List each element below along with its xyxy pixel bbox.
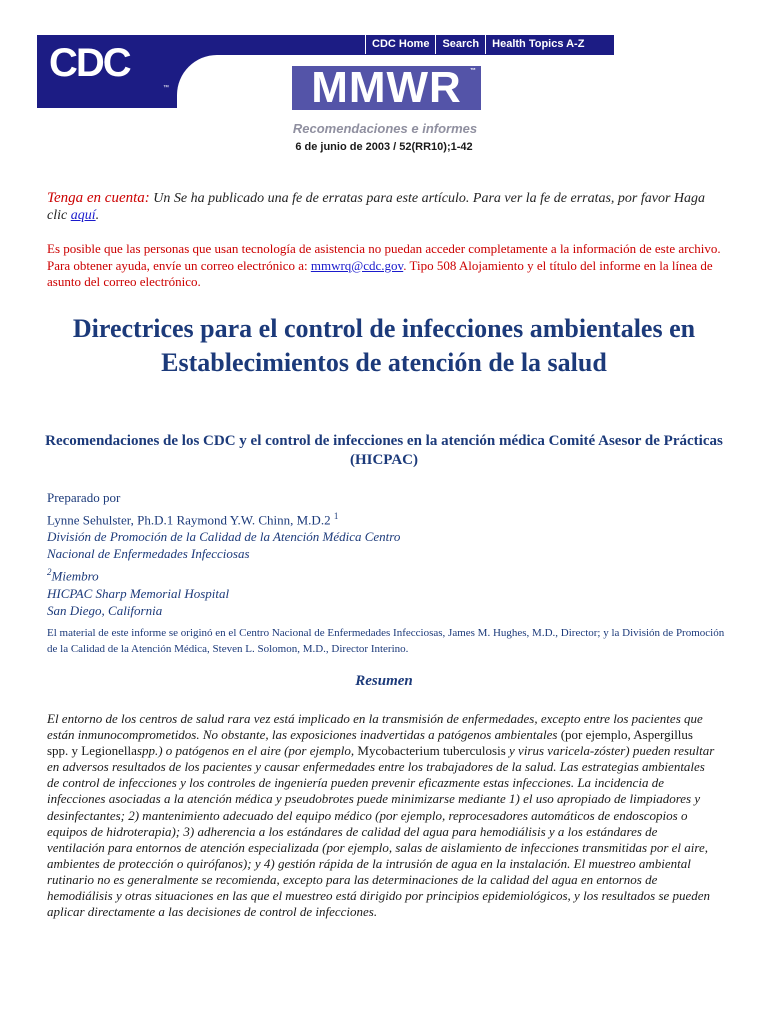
notice-label: Tenga en cuenta: xyxy=(47,190,150,206)
report-title: Directrices para el control de infecciones ambientales en Establecimientos de atención de la salud xyxy=(72,314,696,377)
report-origin: El material de este informe se originó en el Centro Nacional de Enfermedades Infecciosas, James M. Hughes, M.D., Director; y la División de Promoción de la Calidad de la Atención Médica, Steven L. Solomon, M.D., Director Interino. xyxy=(47,627,725,655)
nav-health-topics[interactable]: Health Topics A-Z xyxy=(485,35,590,54)
nav-cdc-home[interactable]: CDC Home xyxy=(365,35,435,54)
erratum-notice: Tenga en cuenta: Un Se ha publicado una fe de erratas para este artículo. Para ver la fe de erratas, por favor Haga clic aquí. xyxy=(47,190,706,223)
mmwr-logo-text: MMWR xyxy=(311,63,462,112)
authors-block: Preparado por Lynne Sehulster, Ph.D.1 Raymond Y.W. Chinn, M.D.2 $^1$ División de Promoción de la Calidad de la Atención Médica Centro Nacional de Enfermedades Infecciosas $^2$Miembro HICPAC Sharp Memorial Hospital San Diego, California xyxy=(47,489,647,619)
nav-search[interactable]: Search xyxy=(435,35,485,54)
header-curve xyxy=(177,35,217,108)
summary-heading: Resumen xyxy=(355,673,413,689)
erratum-link[interactable]: aquí xyxy=(70,208,96,223)
accessibility-notice: Es posible que las personas que usan tecnología de asistencia no puedan acceder completamente a la información de este archivo. Para obtener ayuda, envíe un correo electrónico a: mmwrq@cdc.gov. Tipo 508 Alojamiento y el título del informe en la línea de asunto del correo electrónico. xyxy=(47,241,721,289)
prepared-label: Preparado por xyxy=(47,490,121,505)
authors: Lynne Sehulster, Ph.D.1 Raymond Y.W. Chinn, M.D.2 $^1$ xyxy=(47,511,339,528)
top-nav xyxy=(365,35,590,54)
cdc-logo[interactable]: CDC ™ xyxy=(37,35,177,108)
series-name: Recomendaciones e informes xyxy=(292,121,478,136)
issue-date: 6 de junio de 2003 / 52(RR10);1-42 xyxy=(295,141,473,153)
cdc-logo-text: CDC xyxy=(49,41,130,85)
email-link[interactable]: mmwrq@cdc.gov xyxy=(310,257,404,273)
mmwr-logo[interactable]: MMWR ™ xyxy=(292,66,481,110)
report-subtitle: Recomendaciones de los CDC y el control de infecciones en la atención médica Comité Asesor de Prácticas (HICPAC) xyxy=(45,433,723,468)
summary-text: El entorno de los centros de salud rara vez está implicado en la transmisión de enfermedades, excepto entre los pacientes que están inmunocomprometidos. No obstante, las exposiciones inadvertidas a patógenos ambientales (por ejemplo, Aspergillus spp. y Legionellaspp.) o patógenos en el aire (por ejemplo, Mycobacterium tuberculosis y virus varicela-zóster) pueden resultar en adversos resultados de los pacientes y causar enfermedades entre los trabajadores de la salud. Las estrategias ambientales de control de infecciones y los controles de ingeniería pueden prevenir eficazmente estas infecciones. La incidencia de infecciones asociadas a la atención médica y pseudobrotes puede minimizarse mediante 1) el uso apropiado de limpiadores y desinfectantes; 2) mantenimiento adecuado del equipo médico (por ejemplo, reprocesadores automáticos de endoscopios o equipos de hidroterapia); 3) adherencia a los estándares de calidad del agua para hemodiálisis y a los estándares de ventilación para entornos de atención especializada (por ejemplo, salas de aislamiento de infecciones transmitidas por el aire, ambientes de protección o quirófanos); y 4) gestión rápida de la intrusión de agua en la instalación. El muestreo ambiental rutinario no es generalmente se recomienda, excepto para las determinaciones de la calidad del agua en entornos de hemodiálisis y otras situaciones en las que el muestreo está dirigido por principios epidemiológicos, y los resultados se pueden aplicar directamente a las decisiones de control de infecciones. xyxy=(47,711,715,920)
